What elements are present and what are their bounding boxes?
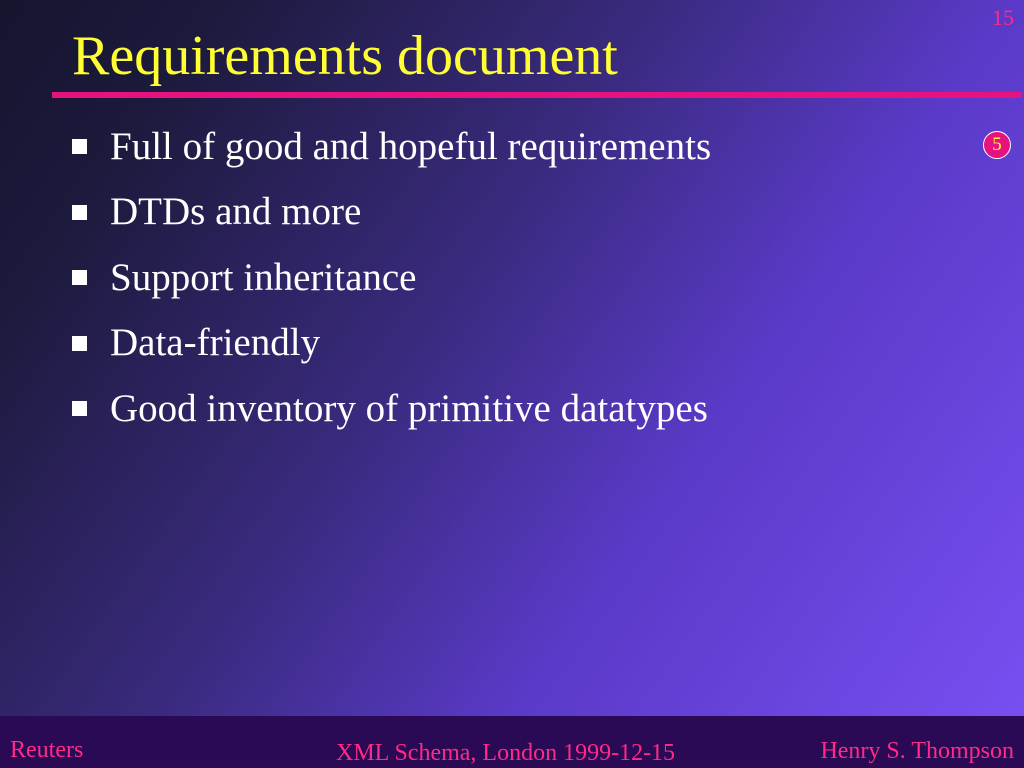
bullet-text: Good inventory of primitive datatypes xyxy=(110,386,708,430)
bullet-item xyxy=(72,180,952,246)
footer-event: XML Schema, London 1999-12-15 xyxy=(336,740,676,766)
bullet-text: DTDs and more xyxy=(110,190,362,234)
bullet-text: Support inheritance xyxy=(110,255,417,299)
footer-bar xyxy=(0,716,1024,768)
square-bullet-icon xyxy=(72,401,87,416)
square-bullet-icon xyxy=(72,139,87,154)
bullet-item xyxy=(72,311,952,377)
square-bullet-icon xyxy=(72,205,87,220)
reference-number-badge[interactable]: 5 xyxy=(983,131,1011,159)
bullet-item xyxy=(72,376,952,442)
bullet-item xyxy=(72,245,952,311)
title-underline xyxy=(52,92,1022,98)
bullet-text: Data-friendly xyxy=(110,321,321,365)
bullet-list xyxy=(72,114,952,442)
square-bullet-icon xyxy=(72,336,87,351)
slide-title: Requirements document xyxy=(72,25,618,87)
square-bullet-icon xyxy=(72,270,87,285)
slide-number: 15 xyxy=(992,5,1014,30)
footer-author: Henry S. Thompson xyxy=(820,738,1014,764)
bullet-item xyxy=(72,114,952,180)
footer-organization: Reuters xyxy=(10,737,84,763)
bullet-text: Full of good and hopeful requirements xyxy=(110,124,712,168)
